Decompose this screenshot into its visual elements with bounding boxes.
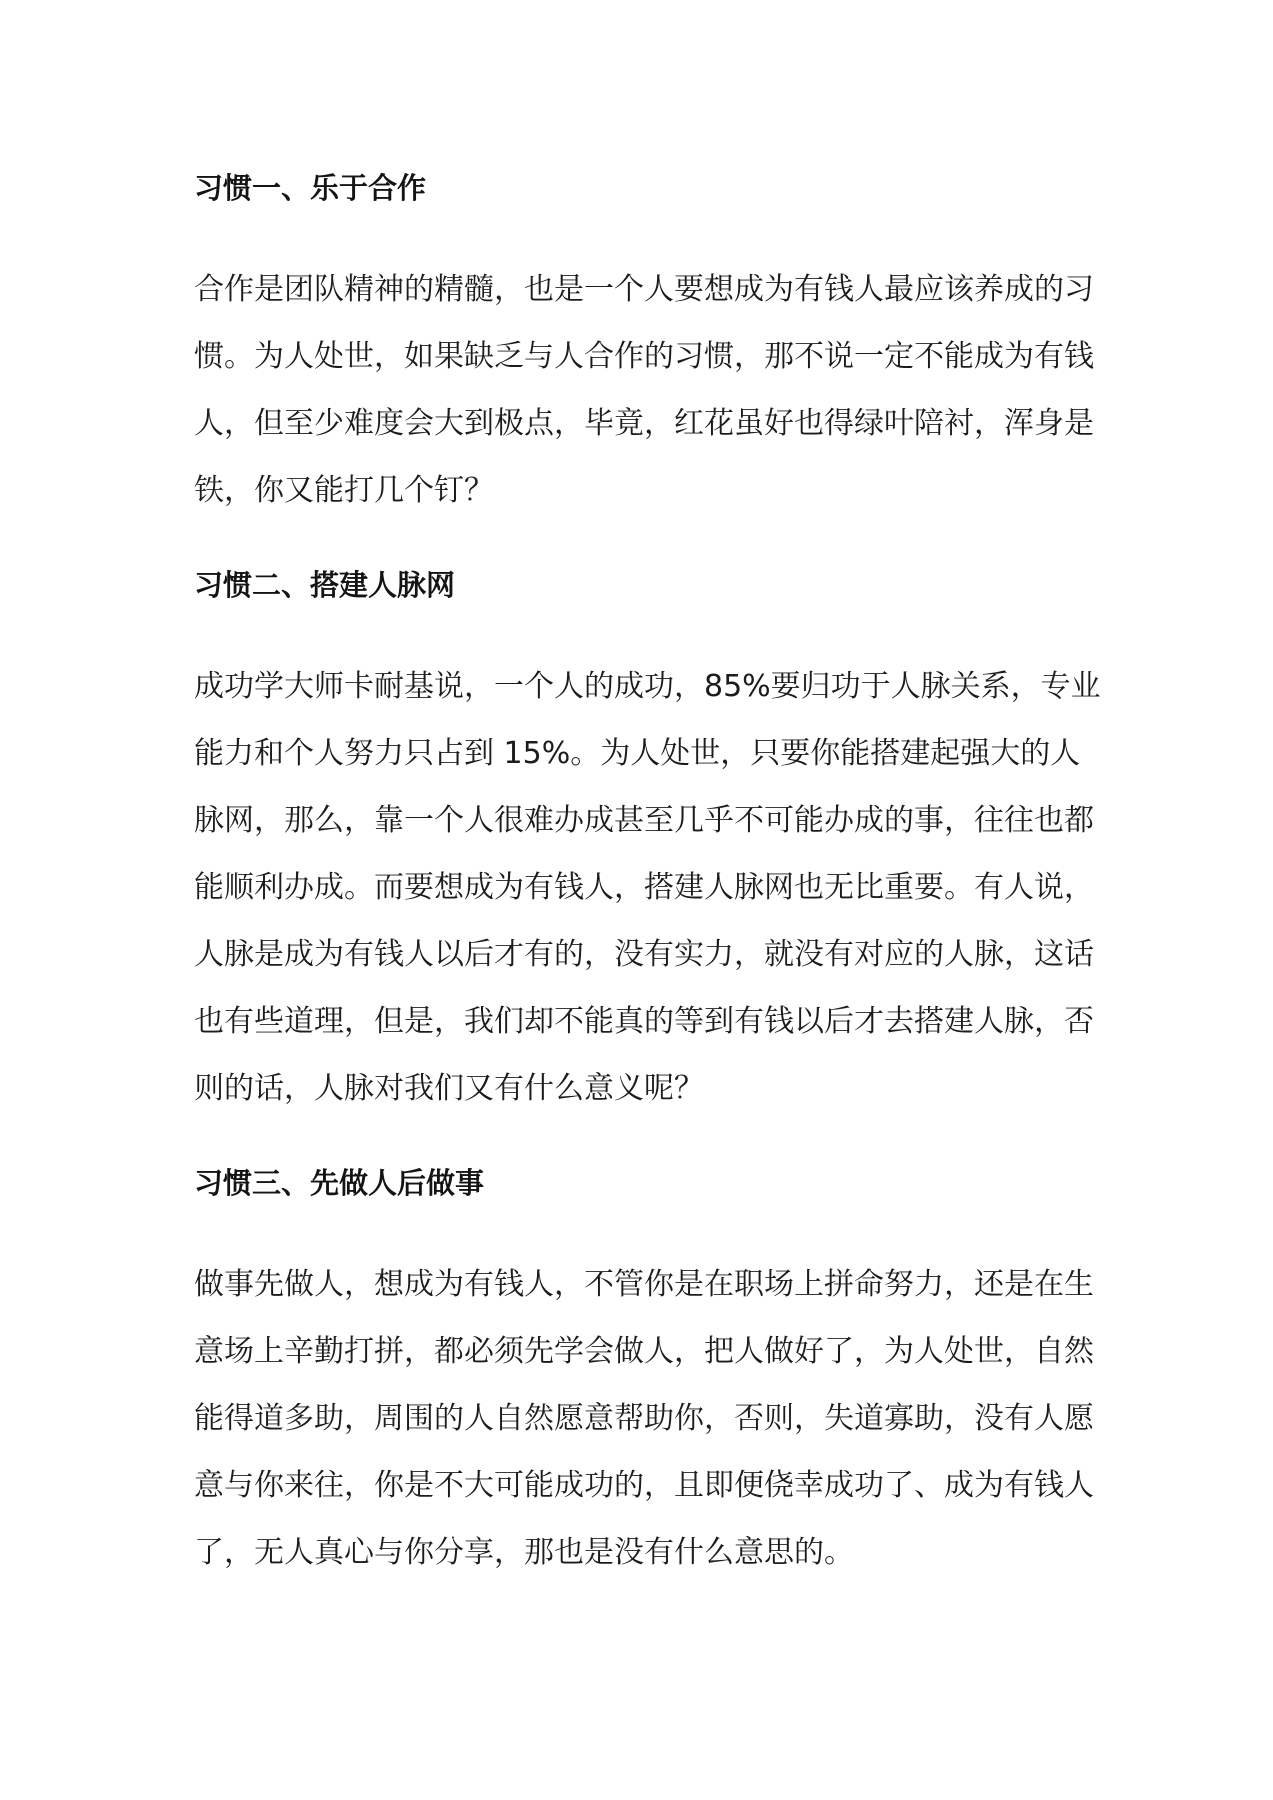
paragraph-line: 则的话，人脉对我们又有什么意义呢？ bbox=[194, 1071, 704, 1106]
section-heading-2: 习惯二、搭建人脉网 bbox=[194, 568, 456, 602]
paragraph-line: 也有些道理，但是，我们却不能真的等到有钱以后才去搭建人脉，否 bbox=[194, 1004, 1094, 1039]
paragraph-line: 铁，你又能打几个钉？ bbox=[194, 473, 494, 508]
paragraph-line: 脉网，那么，靠一个人很难办成甚至几乎不可能办成的事，往往也都 bbox=[194, 803, 1094, 838]
section-paragraph-1 bbox=[194, 256, 1094, 524]
paragraph-line: 了，无人真心与你分享，那也是没有什么意思的。 bbox=[194, 1535, 854, 1570]
paragraph-line: 成功学大师卡耐基说，一个人的成功，85%要归功于人脉关系，专业 bbox=[194, 669, 1101, 704]
paragraph-line: 意场上辛勤打拼，都必须先学会做人，把人做好了，为人处世，自然 bbox=[194, 1334, 1094, 1369]
paragraph-line: 合作是团队精神的精髓，也是一个人要想成为有钱人最应该养成的习 bbox=[194, 272, 1094, 307]
paragraph-line: 能力和个人努力只占到 15%。为人处世，只要你能搭建起强大的人 bbox=[194, 736, 1081, 771]
paragraph-line: 意与你来往，你是不大可能成功的，且即便侥幸成功了、成为有钱人 bbox=[194, 1468, 1094, 1503]
paragraph-line: 能顺利办成。而要想成为有钱人，搭建人脉网也无比重要。有人说， bbox=[194, 870, 1094, 905]
paragraph-line: 做事先做人，想成为有钱人，不管你是在职场上拼命努力，还是在生 bbox=[194, 1267, 1094, 1302]
paragraph-line: 能得道多助，周围的人自然愿意帮助你，否则，失道寡助，没有人愿 bbox=[194, 1401, 1094, 1436]
paragraph-line: 人，但至少难度会大到极点，毕竟，红花虽好也得绿叶陪衬，浑身是 bbox=[194, 406, 1094, 441]
paragraph-line: 惯。为人处世，如果缺乏与人合作的习惯，那不说一定不能成为有钱 bbox=[194, 339, 1094, 374]
section-heading-3: 习惯三、先做人后做事 bbox=[194, 1166, 485, 1200]
paragraph-line: 人脉是成为有钱人以后才有的，没有实力，就没有对应的人脉，这话 bbox=[194, 937, 1094, 972]
section-paragraph-3 bbox=[194, 1251, 1094, 1586]
section-heading-1: 习惯一、乐于合作 bbox=[194, 171, 427, 205]
section-paragraph-2 bbox=[194, 653, 1101, 1122]
